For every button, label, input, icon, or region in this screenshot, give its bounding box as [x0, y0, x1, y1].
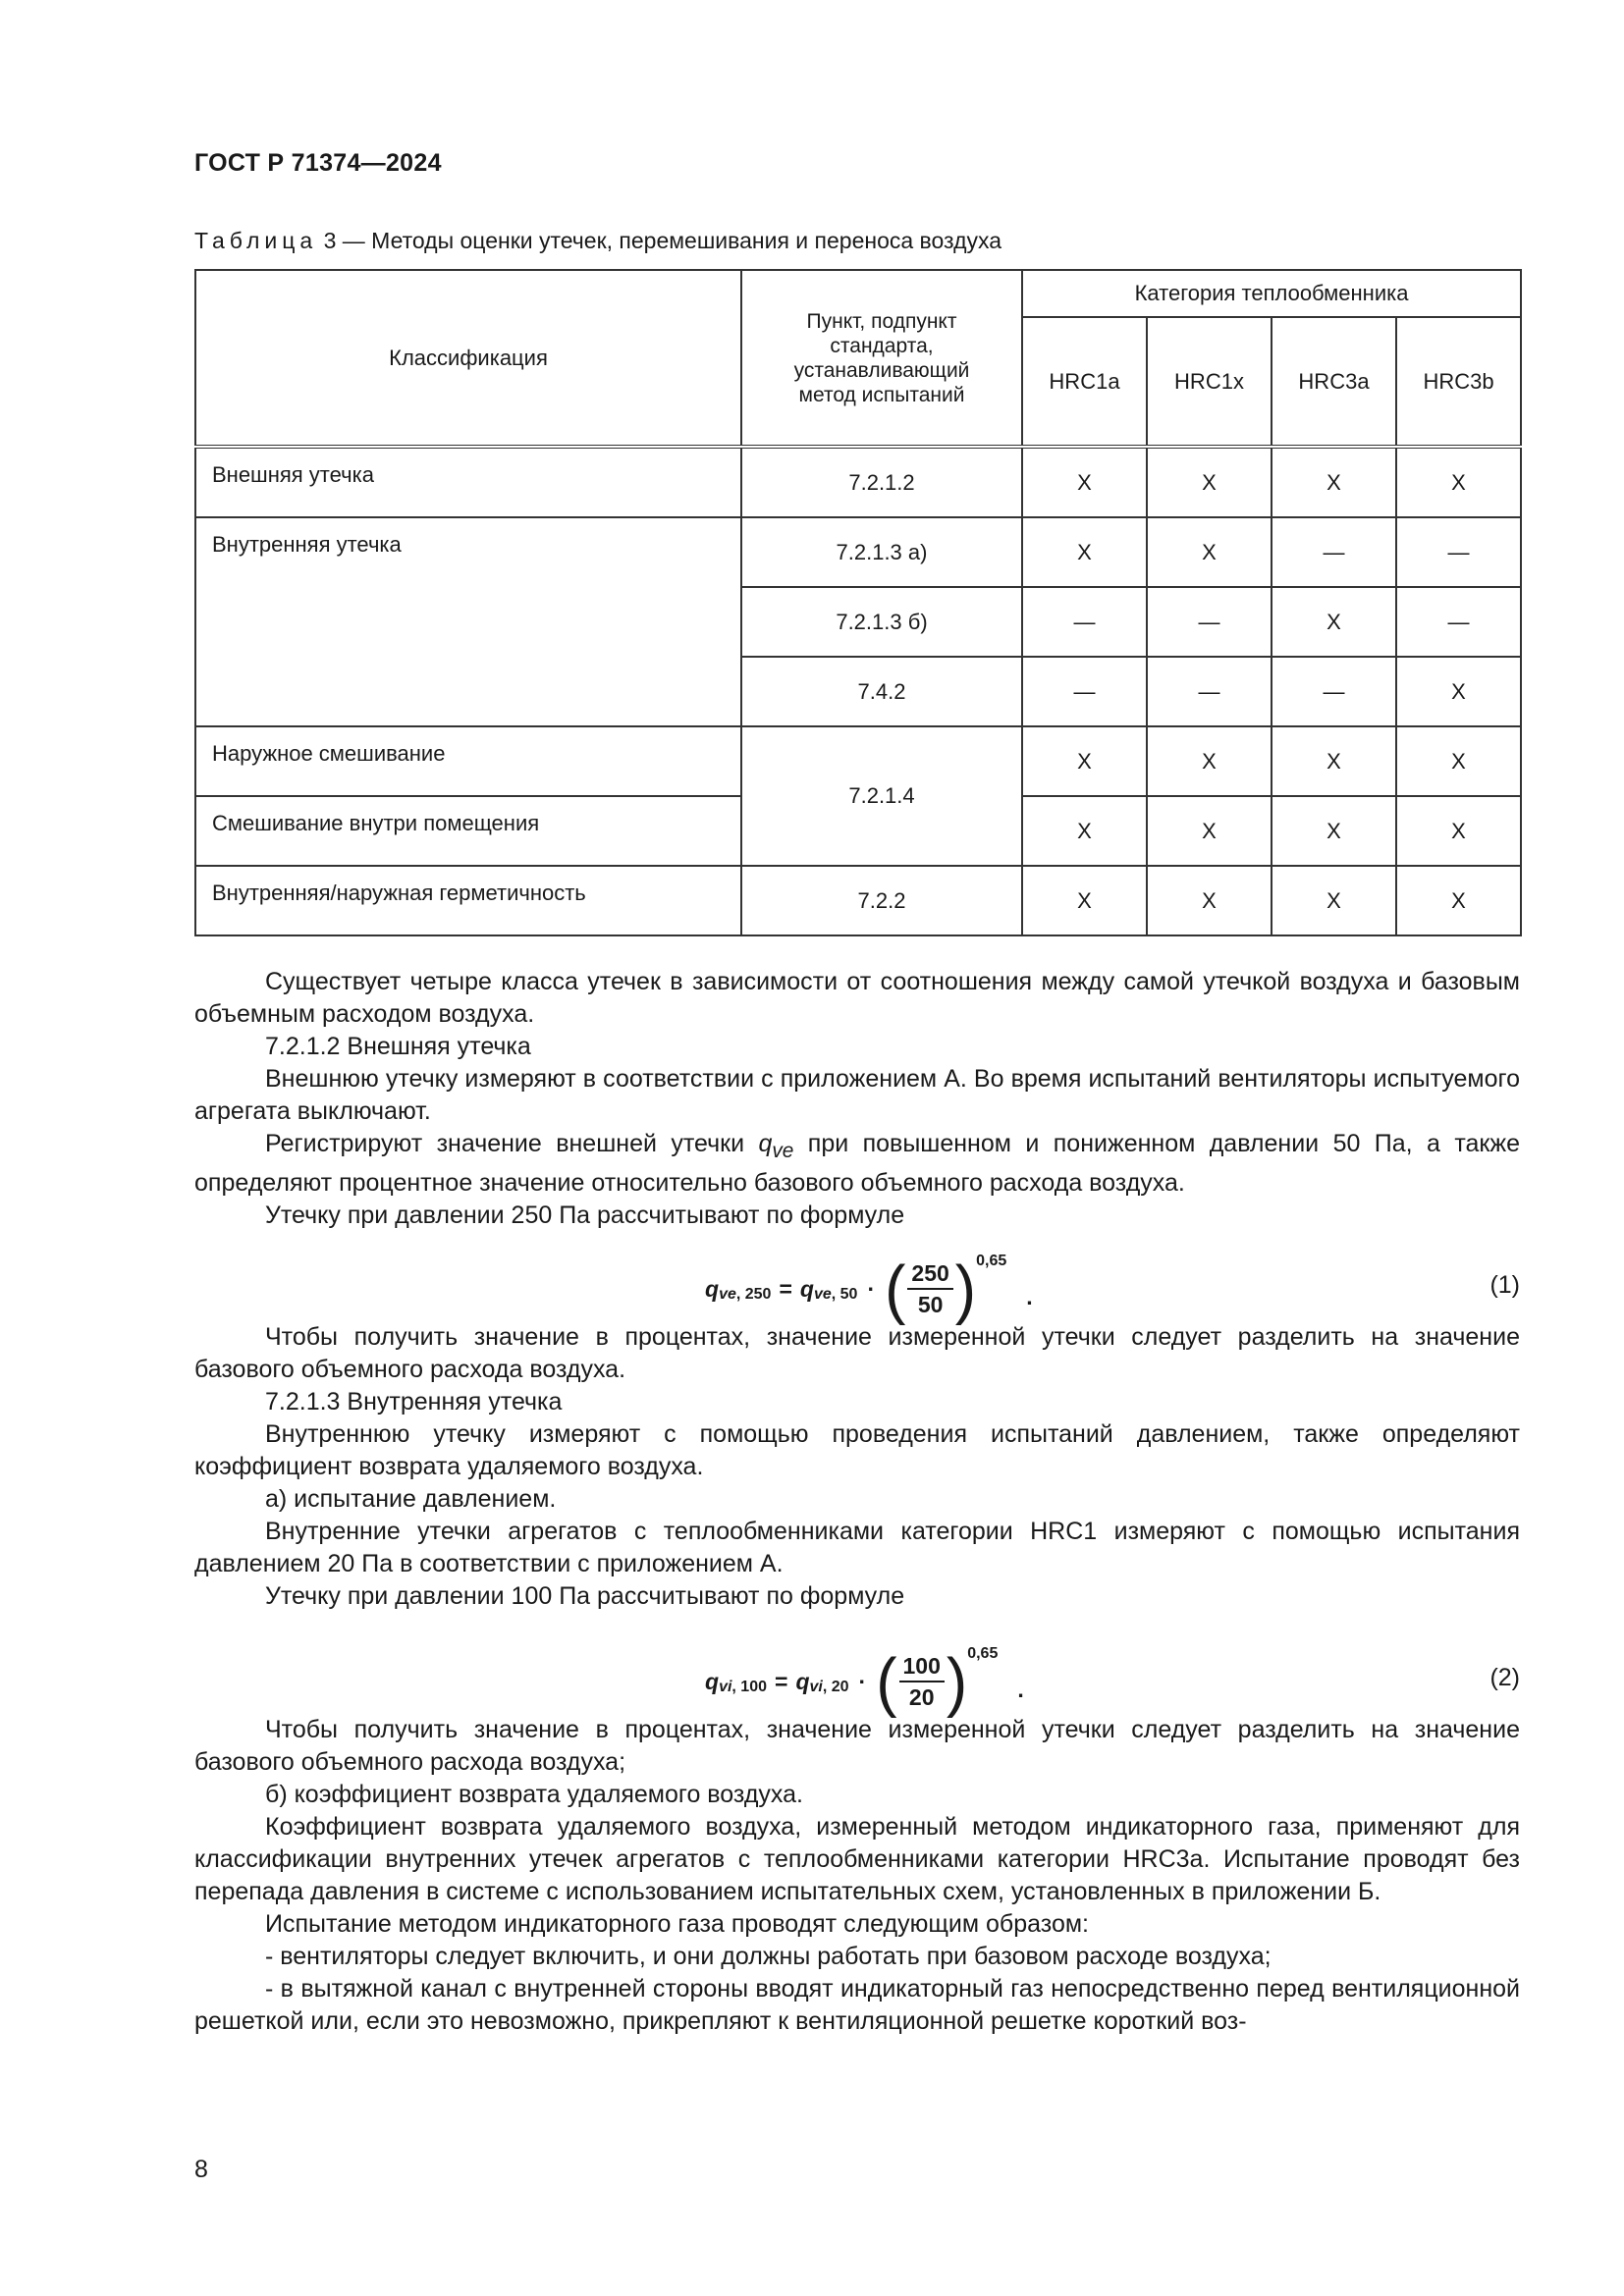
row-point: 7.2.1.3 а)	[741, 517, 1022, 587]
page-number: 8	[194, 2156, 208, 2183]
fraction-numerator: 250	[907, 1258, 952, 1290]
fraction-numerator: 100	[899, 1651, 945, 1682]
formula-sub-num: 250	[744, 1286, 772, 1303]
table-header-row	[195, 270, 1521, 317]
formula-var: q	[795, 1668, 810, 1694]
formula-exponent: 0,65	[967, 1645, 999, 1662]
row-value: X	[1396, 447, 1521, 517]
formula-sub: vi, 20	[809, 1679, 849, 1695]
paragraph: Утечку при давлении 100 Па рассчитывают по формуле	[265, 1582, 905, 1610]
formula-exponent: 0,65	[976, 1253, 1007, 1269]
row-point: 7.2.2	[741, 866, 1022, 935]
row-value: —	[1022, 587, 1147, 657]
row-point: 7.4.2	[741, 657, 1022, 726]
paragraph: Испытание методом индикаторного газа проводят следующим образом:	[265, 1910, 1089, 1938]
formula-2	[194, 1642, 1520, 1721]
formula-number: (2)	[1489, 1664, 1520, 1691]
paragraph: Чтобы получить значение в процентах, значение измеренной утечки следует разделить на значение базового объемного расхода воздуха.	[194, 1323, 1520, 1383]
formula-2-expression: q vi, 100 = q vi, 20 · ( $\frac{100}{20}$ ) 0,65 .	[705, 1644, 1024, 1719]
row-value: X	[1147, 726, 1272, 796]
row-classification: Наружное смешивание	[195, 726, 741, 796]
list-item: а) испытание давлением.	[265, 1485, 557, 1513]
formula-sub-num: 20	[831, 1679, 849, 1695]
row-value: —	[1022, 657, 1147, 726]
row-value: X	[1272, 447, 1396, 517]
variable-subscript: ve	[772, 1140, 794, 1162]
variable: q	[758, 1130, 773, 1157]
row-point: 7.2.1.3 б)	[741, 587, 1022, 657]
row-point: 7.2.1.2	[741, 447, 1022, 517]
header-category: Категория теплообменника	[1022, 270, 1521, 317]
table-row	[195, 726, 1521, 796]
formula-fraction	[899, 1651, 945, 1712]
row-value: X	[1147, 517, 1272, 587]
formula-number: (1)	[1489, 1271, 1520, 1299]
paragraph-part: Регистрируют значение внешней утечки	[265, 1130, 759, 1157]
row-classification: Внутренняя/наружная герметичность	[195, 866, 741, 935]
list-item: - в вытяжной канал с внутренней стороны вводят индикаторный газ непосредственно перед вентиляционной решеткой или, если это невозможно, прикрепляют к вентиляционной решетке короткий воз-	[194, 1975, 1520, 2035]
table-row	[195, 866, 1521, 935]
row-value: X	[1147, 866, 1272, 935]
table-caption-title: 3 — Методы оценки утечек, перемешивания и переноса воздуха	[323, 228, 1002, 253]
row-value: —	[1272, 657, 1396, 726]
row-value: —	[1147, 587, 1272, 657]
formula-sub: ve, 50	[813, 1286, 858, 1303]
formula-sub: ve, 250	[719, 1286, 772, 1303]
fraction-denominator: 50	[917, 1292, 944, 1317]
table-caption-label: Таблица	[194, 228, 318, 253]
header-hrc1a: HRC1a	[1022, 317, 1147, 447]
body-text-block-2	[194, 1321, 1520, 1613]
row-value: X	[1396, 726, 1521, 796]
row-value: —	[1272, 517, 1396, 587]
header-hrc3a: HRC3a	[1272, 317, 1396, 447]
paragraph: Внешнюю утечку измеряют в соответствии с приложением А. Во время испытаний вентиляторы испытуемого агрегата выключают.	[194, 1065, 1520, 1125]
row-value: X	[1396, 796, 1521, 866]
header-point: Пункт, подпункт стандарта, устанавливающий метод испытаний	[741, 270, 1022, 447]
list-item: - вентиляторы следует включить, и они должны работать при базовом расходе воздуха;	[265, 1943, 1272, 1970]
formula-1-expression: q ve, 250 = q ve, 50 · ( $\frac{250}{50}$ ) 0,65 .	[705, 1252, 1033, 1326]
row-value: X	[1396, 657, 1521, 726]
row-value: X	[1272, 796, 1396, 866]
body-text-block-3	[194, 1714, 1520, 2038]
formula-fraction	[907, 1258, 952, 1319]
row-value: X	[1147, 796, 1272, 866]
paragraph: Внутреннюю утечку измеряют с помощью проведения испытаний давлением, также определяют коэффициент возврата удаляемого воздуха.	[194, 1420, 1520, 1480]
formula-var: q	[705, 1275, 720, 1302]
methods-table	[194, 269, 1522, 936]
table-caption	[194, 228, 1001, 254]
paragraph: Утечку при давлении 250 Па рассчитывают по формуле	[265, 1201, 905, 1229]
row-classification: Внутренняя утечка	[195, 517, 741, 726]
header-classification: Классификация	[195, 270, 741, 447]
row-value: —	[1396, 587, 1521, 657]
fraction-denominator: 20	[908, 1684, 935, 1710]
row-value: X	[1272, 726, 1396, 796]
row-value: —	[1396, 517, 1521, 587]
row-value: —	[1147, 657, 1272, 726]
header-hrc3b: HRC3b	[1396, 317, 1521, 447]
formula-sub-var: ve	[719, 1286, 736, 1303]
header-hrc1x: HRC1x	[1147, 317, 1272, 447]
paragraph: Коэффициент возврата удаляемого воздуха, измеренный методом индикаторного газа, применяют для классификации внутренних утечек агрегатов с теплообменниками категории HRC3a. Испытание проводят без перепада давления в системе с использованием испытательных схем, установленных в приложении Б.	[194, 1813, 1520, 1905]
row-classification: Смешивание внутри помещения	[195, 796, 741, 866]
formula-sub-var: ve	[813, 1286, 832, 1303]
row-value: X	[1022, 447, 1147, 517]
table-row	[195, 517, 1521, 587]
paragraph: Внутренние утечки агрегатов с теплообменниками категории HRC1 измеряют с помощью испытания давлением 20 Па в соответствии с приложением А.	[194, 1518, 1520, 1577]
paragraph: Существует четыре класса утечек в зависимости от соотношения между самой утечкой воздуха и базовым объемным расходом воздуха.	[194, 968, 1520, 1028]
row-value: X	[1272, 587, 1396, 657]
paragraph-part: при повышенном и пониженном давлении 50 Па, а также определяют процентное значение относительно базового объемного расхода воздуха.	[194, 1130, 1520, 1197]
list-item: б) коэффициент возврата удаляемого воздуха.	[265, 1781, 803, 1808]
row-value: X	[1022, 866, 1147, 935]
formula-var: q	[705, 1668, 720, 1694]
body-text-block-1	[194, 966, 1520, 1232]
section-heading: 7.2.1.3 Внутренняя утечка	[265, 1388, 563, 1415]
formula-1	[194, 1250, 1520, 1328]
row-classification: Внешняя утечка	[195, 447, 741, 517]
row-value: X	[1022, 517, 1147, 587]
formula-sub-num: 100	[740, 1679, 767, 1695]
row-value: X	[1272, 866, 1396, 935]
paragraph: Чтобы получить значение в процентах, значение измеренной утечки следует разделить на значение базового объемного расхода воздуха;	[194, 1716, 1520, 1776]
page-header: ГОСТ Р 71374—2024	[194, 149, 442, 177]
row-value: X	[1396, 866, 1521, 935]
row-point: 7.2.1.4	[741, 726, 1022, 866]
formula-var: q	[799, 1275, 814, 1302]
formula-sub-var: vi	[719, 1679, 732, 1695]
formula-sub: vi, 100	[719, 1679, 767, 1695]
row-value: X	[1147, 447, 1272, 517]
table-row	[195, 447, 1521, 517]
formula-sub-num: 50	[839, 1286, 858, 1303]
formula-sub-var: vi	[809, 1679, 823, 1695]
section-heading: 7.2.1.2 Внешняя утечка	[265, 1033, 531, 1060]
paragraph	[194, 1128, 1520, 1200]
row-value: X	[1022, 796, 1147, 866]
row-value: X	[1022, 726, 1147, 796]
